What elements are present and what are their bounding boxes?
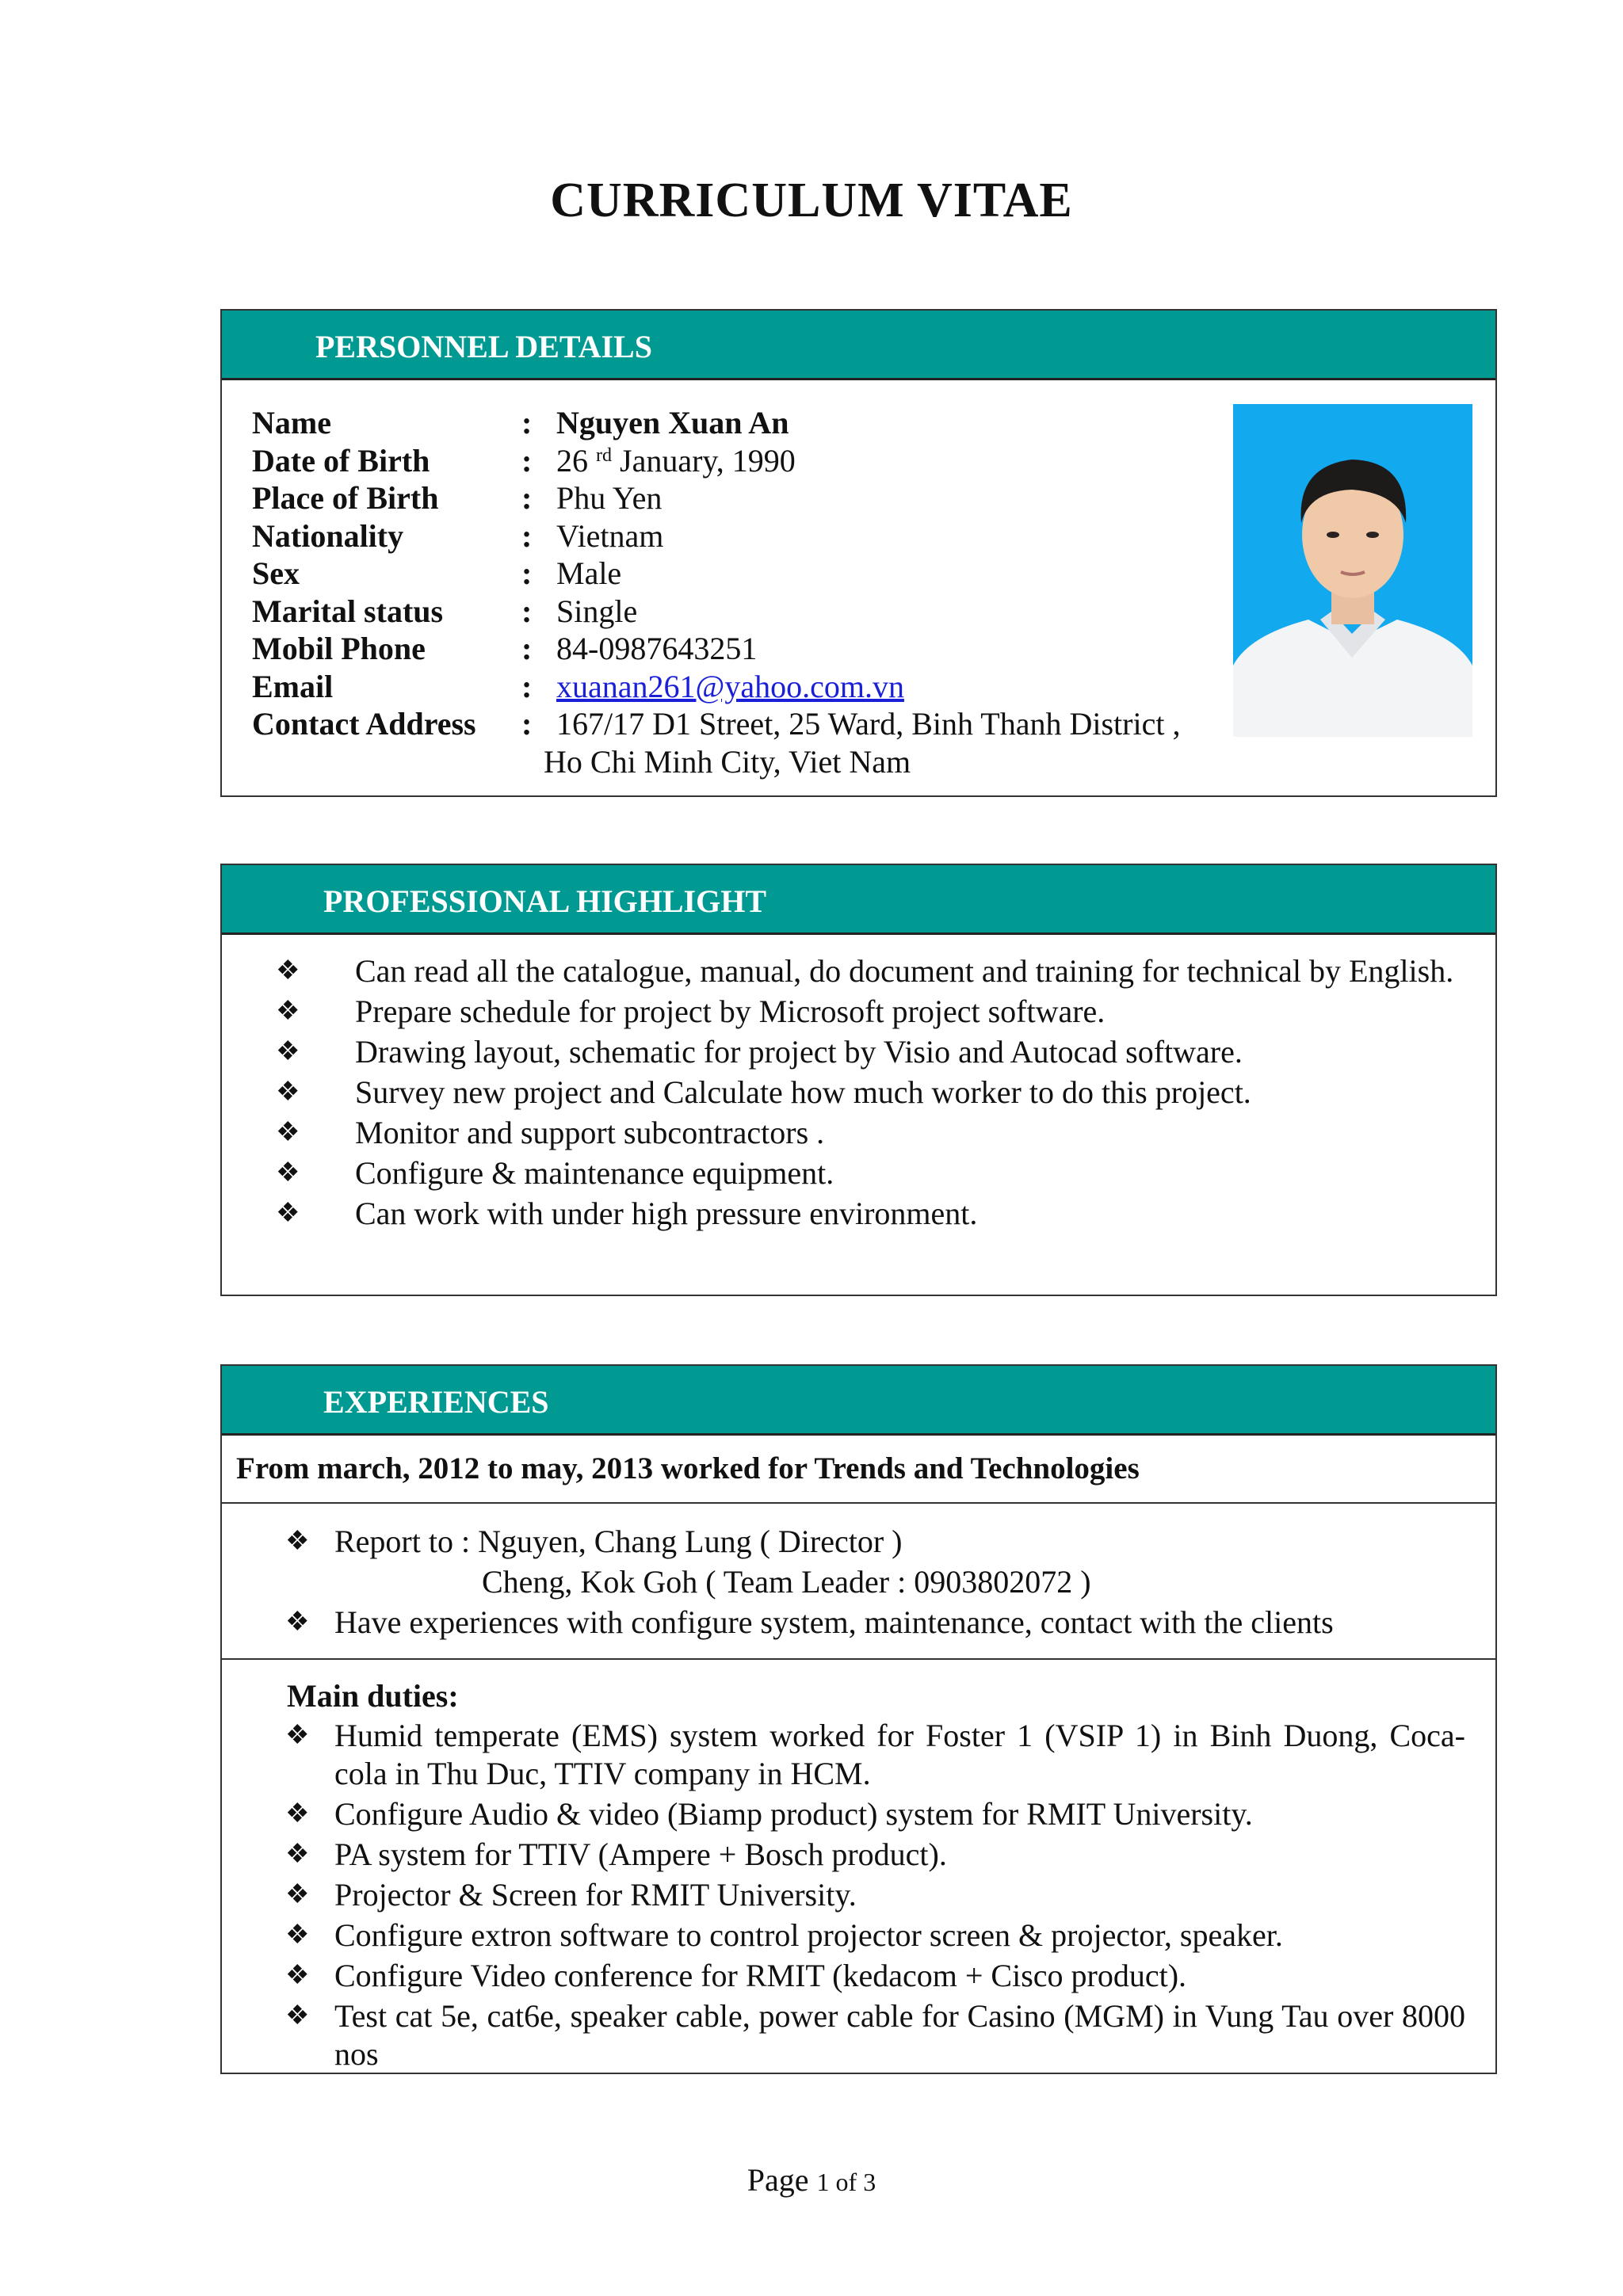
detail-value-address-line1: 167/17 D1 Street, 25 Ward, Binh Thanh District , xyxy=(556,706,1181,742)
bullet-diamond-icon: ❖ xyxy=(276,1077,300,1107)
duty-item xyxy=(222,1957,1481,1995)
detail-value-place-of-birth: Phu Yen xyxy=(556,480,663,516)
bullet-diamond-icon: ❖ xyxy=(276,997,300,1026)
bullet-diamond-icon: ❖ xyxy=(285,2001,310,2031)
detail-label: Email xyxy=(252,668,334,704)
detail-label: Nationality xyxy=(252,517,404,554)
bullet-diamond-icon: ❖ xyxy=(285,1799,310,1829)
highlight-text: Can read all the catalogue, manual, do document and training for technical by English. xyxy=(355,953,1454,989)
detail-row-name xyxy=(252,404,1180,442)
highlight-text: Prepare schedule for project by Microsoft project software. xyxy=(355,994,1106,1029)
report-to-text: Report to : Nguyen, Chang Lung ( Director ) xyxy=(334,1524,903,1559)
highlight-text: Survey new project and Calculate how much worker to do this project. xyxy=(355,1074,1251,1110)
detail-label: Mobil Phone xyxy=(252,631,426,666)
personal-details-list xyxy=(252,404,1180,780)
detail-colon: : xyxy=(521,668,533,704)
detail-colon: : xyxy=(521,405,533,441)
duty-text: Configure Audio & video (Biamp product) system for RMIT University. xyxy=(334,1796,1253,1832)
experiences-section xyxy=(220,1364,1497,2074)
detail-row-date-of-birth xyxy=(252,442,1180,480)
detail-colon: : xyxy=(521,706,533,742)
detail-label: Contact Address xyxy=(252,706,476,742)
dob-rest: January, 1990 xyxy=(620,442,796,479)
detail-value-address-line2: Ho Chi Minh City, Viet Nam xyxy=(544,743,911,780)
duty-item xyxy=(222,1917,1481,1955)
duty-text: Test cat 5e, cat6e, speaker cable, power cable for Casino (MGM) in Vung Tau over 8000 nos xyxy=(334,1998,1465,2072)
dob-day: 26 xyxy=(556,442,588,479)
highlight-list xyxy=(222,952,1495,1235)
detail-row-nationality xyxy=(252,517,1180,555)
detail-row-sex xyxy=(252,555,1180,593)
bullet-diamond-icon: ❖ xyxy=(285,1721,310,1750)
bullet-diamond-icon: ❖ xyxy=(285,1880,310,1909)
highlight-item xyxy=(222,1195,1495,1233)
portrait-illustration xyxy=(1233,404,1472,737)
experience-period: From march, 2012 to may, 2013 worked for Trends and Technologies xyxy=(222,1436,1495,1504)
bullet-diamond-icon: ❖ xyxy=(285,1527,310,1556)
detail-row-marital-status xyxy=(252,593,1180,631)
bullet-diamond-icon: ❖ xyxy=(276,1199,300,1228)
document-title: CURRICULUM VITAE xyxy=(550,174,1073,227)
dob-suffix: rd xyxy=(596,444,612,466)
highlight-text: Drawing layout, schematic for project by Visio and Autocad software. xyxy=(355,1034,1243,1070)
detail-colon: : xyxy=(521,631,533,666)
detail-row-contact-address xyxy=(252,705,1180,743)
experience-item xyxy=(222,1604,1495,1642)
detail-row-mobile-phone xyxy=(252,630,1180,668)
personnel-details-header: PERSONNEL DETAILS xyxy=(222,311,1495,380)
experiences-header: EXPERIENCES xyxy=(222,1366,1495,1436)
highlight-item xyxy=(222,1114,1495,1152)
highlight-text: Configure & maintenance equipment. xyxy=(355,1155,834,1191)
highlight-text: Monitor and support subcontractors . xyxy=(355,1115,825,1150)
detail-label: Place of Birth xyxy=(252,480,439,516)
highlight-item xyxy=(222,1074,1495,1112)
detail-value-sex: Male xyxy=(556,555,622,591)
report-to-line2: Cheng, Kok Goh ( Team Leader : 0903802072 ) xyxy=(482,1564,1091,1600)
duty-item xyxy=(222,1795,1481,1833)
detail-label: Name xyxy=(252,405,331,441)
page-word: Page xyxy=(747,2162,809,2198)
duty-item xyxy=(222,1997,1481,2073)
bullet-diamond-icon: ❖ xyxy=(276,1118,300,1147)
experience-text: Have experiences with configure system, maintenance, contact with the clients xyxy=(334,1604,1334,1640)
bullet-diamond-icon: ❖ xyxy=(276,956,300,986)
duty-text: Configure Video conference for RMIT (kedacom + Cisco product). xyxy=(334,1958,1187,1993)
detail-value-mobile-phone: 84-0987643251 xyxy=(556,631,758,666)
detail-value-date-of-birth xyxy=(556,442,796,480)
bullet-diamond-icon: ❖ xyxy=(285,1608,310,1637)
report-to-item xyxy=(222,1523,1495,1561)
duty-text: Humid temperate (EMS) system worked for Foster 1 (VSIP 1) in Binh Duong, Coca-cola in Thu Duc, TTIV company in HCM. xyxy=(334,1718,1465,1791)
detail-row-place-of-birth xyxy=(252,479,1180,517)
professional-highlight-header: PROFESSIONAL HIGHLIGHT xyxy=(222,865,1495,935)
detail-colon: : xyxy=(521,442,533,479)
detail-value-marital-status: Single xyxy=(556,593,638,629)
detail-label: Date of Birth xyxy=(252,442,430,479)
bullet-diamond-icon: ❖ xyxy=(285,1920,310,1950)
duty-item xyxy=(222,1717,1481,1793)
bullet-diamond-icon: ❖ xyxy=(276,1158,300,1188)
highlight-item xyxy=(222,993,1495,1031)
detail-colon: : xyxy=(521,480,533,516)
duty-item xyxy=(222,1876,1481,1914)
detail-colon: : xyxy=(521,593,533,629)
detail-row-email xyxy=(252,668,1180,706)
main-duties xyxy=(222,1660,1495,2073)
profile-photo xyxy=(1233,404,1472,737)
professional-highlight-section xyxy=(220,864,1497,1296)
page-of: 1 of 3 xyxy=(816,2168,876,2196)
email-link[interactable]: xuanan261@yahoo.com.vn xyxy=(556,668,904,704)
bullet-diamond-icon: ❖ xyxy=(285,1840,310,1869)
page-number xyxy=(0,2161,1623,2199)
bullet-diamond-icon: ❖ xyxy=(285,1961,310,1990)
detail-label: Marital status xyxy=(252,593,444,629)
highlight-item xyxy=(222,952,1495,990)
duty-text: Configure extron software to control projector screen & projector, speaker. xyxy=(334,1917,1283,1953)
detail-label: Sex xyxy=(252,555,300,591)
detail-value-nationality: Vietnam xyxy=(556,517,664,554)
highlight-item xyxy=(222,1033,1495,1071)
bullet-diamond-icon: ❖ xyxy=(276,1037,300,1066)
detail-colon: : xyxy=(521,517,533,554)
personnel-details-section xyxy=(220,309,1497,797)
duty-item xyxy=(222,1836,1481,1874)
duty-text: Projector & Screen for RMIT University. xyxy=(334,1877,857,1913)
detail-value-name: Nguyen Xuan An xyxy=(556,405,789,441)
highlight-text: Can work with under high pressure environment. xyxy=(355,1196,978,1231)
main-duties-title: Main duties: xyxy=(287,1678,459,1714)
highlight-item xyxy=(222,1154,1495,1192)
experience-summary xyxy=(222,1504,1495,1660)
duty-text: PA system for TTIV (Ampere + Bosch product). xyxy=(334,1836,947,1872)
detail-colon: : xyxy=(521,555,533,591)
